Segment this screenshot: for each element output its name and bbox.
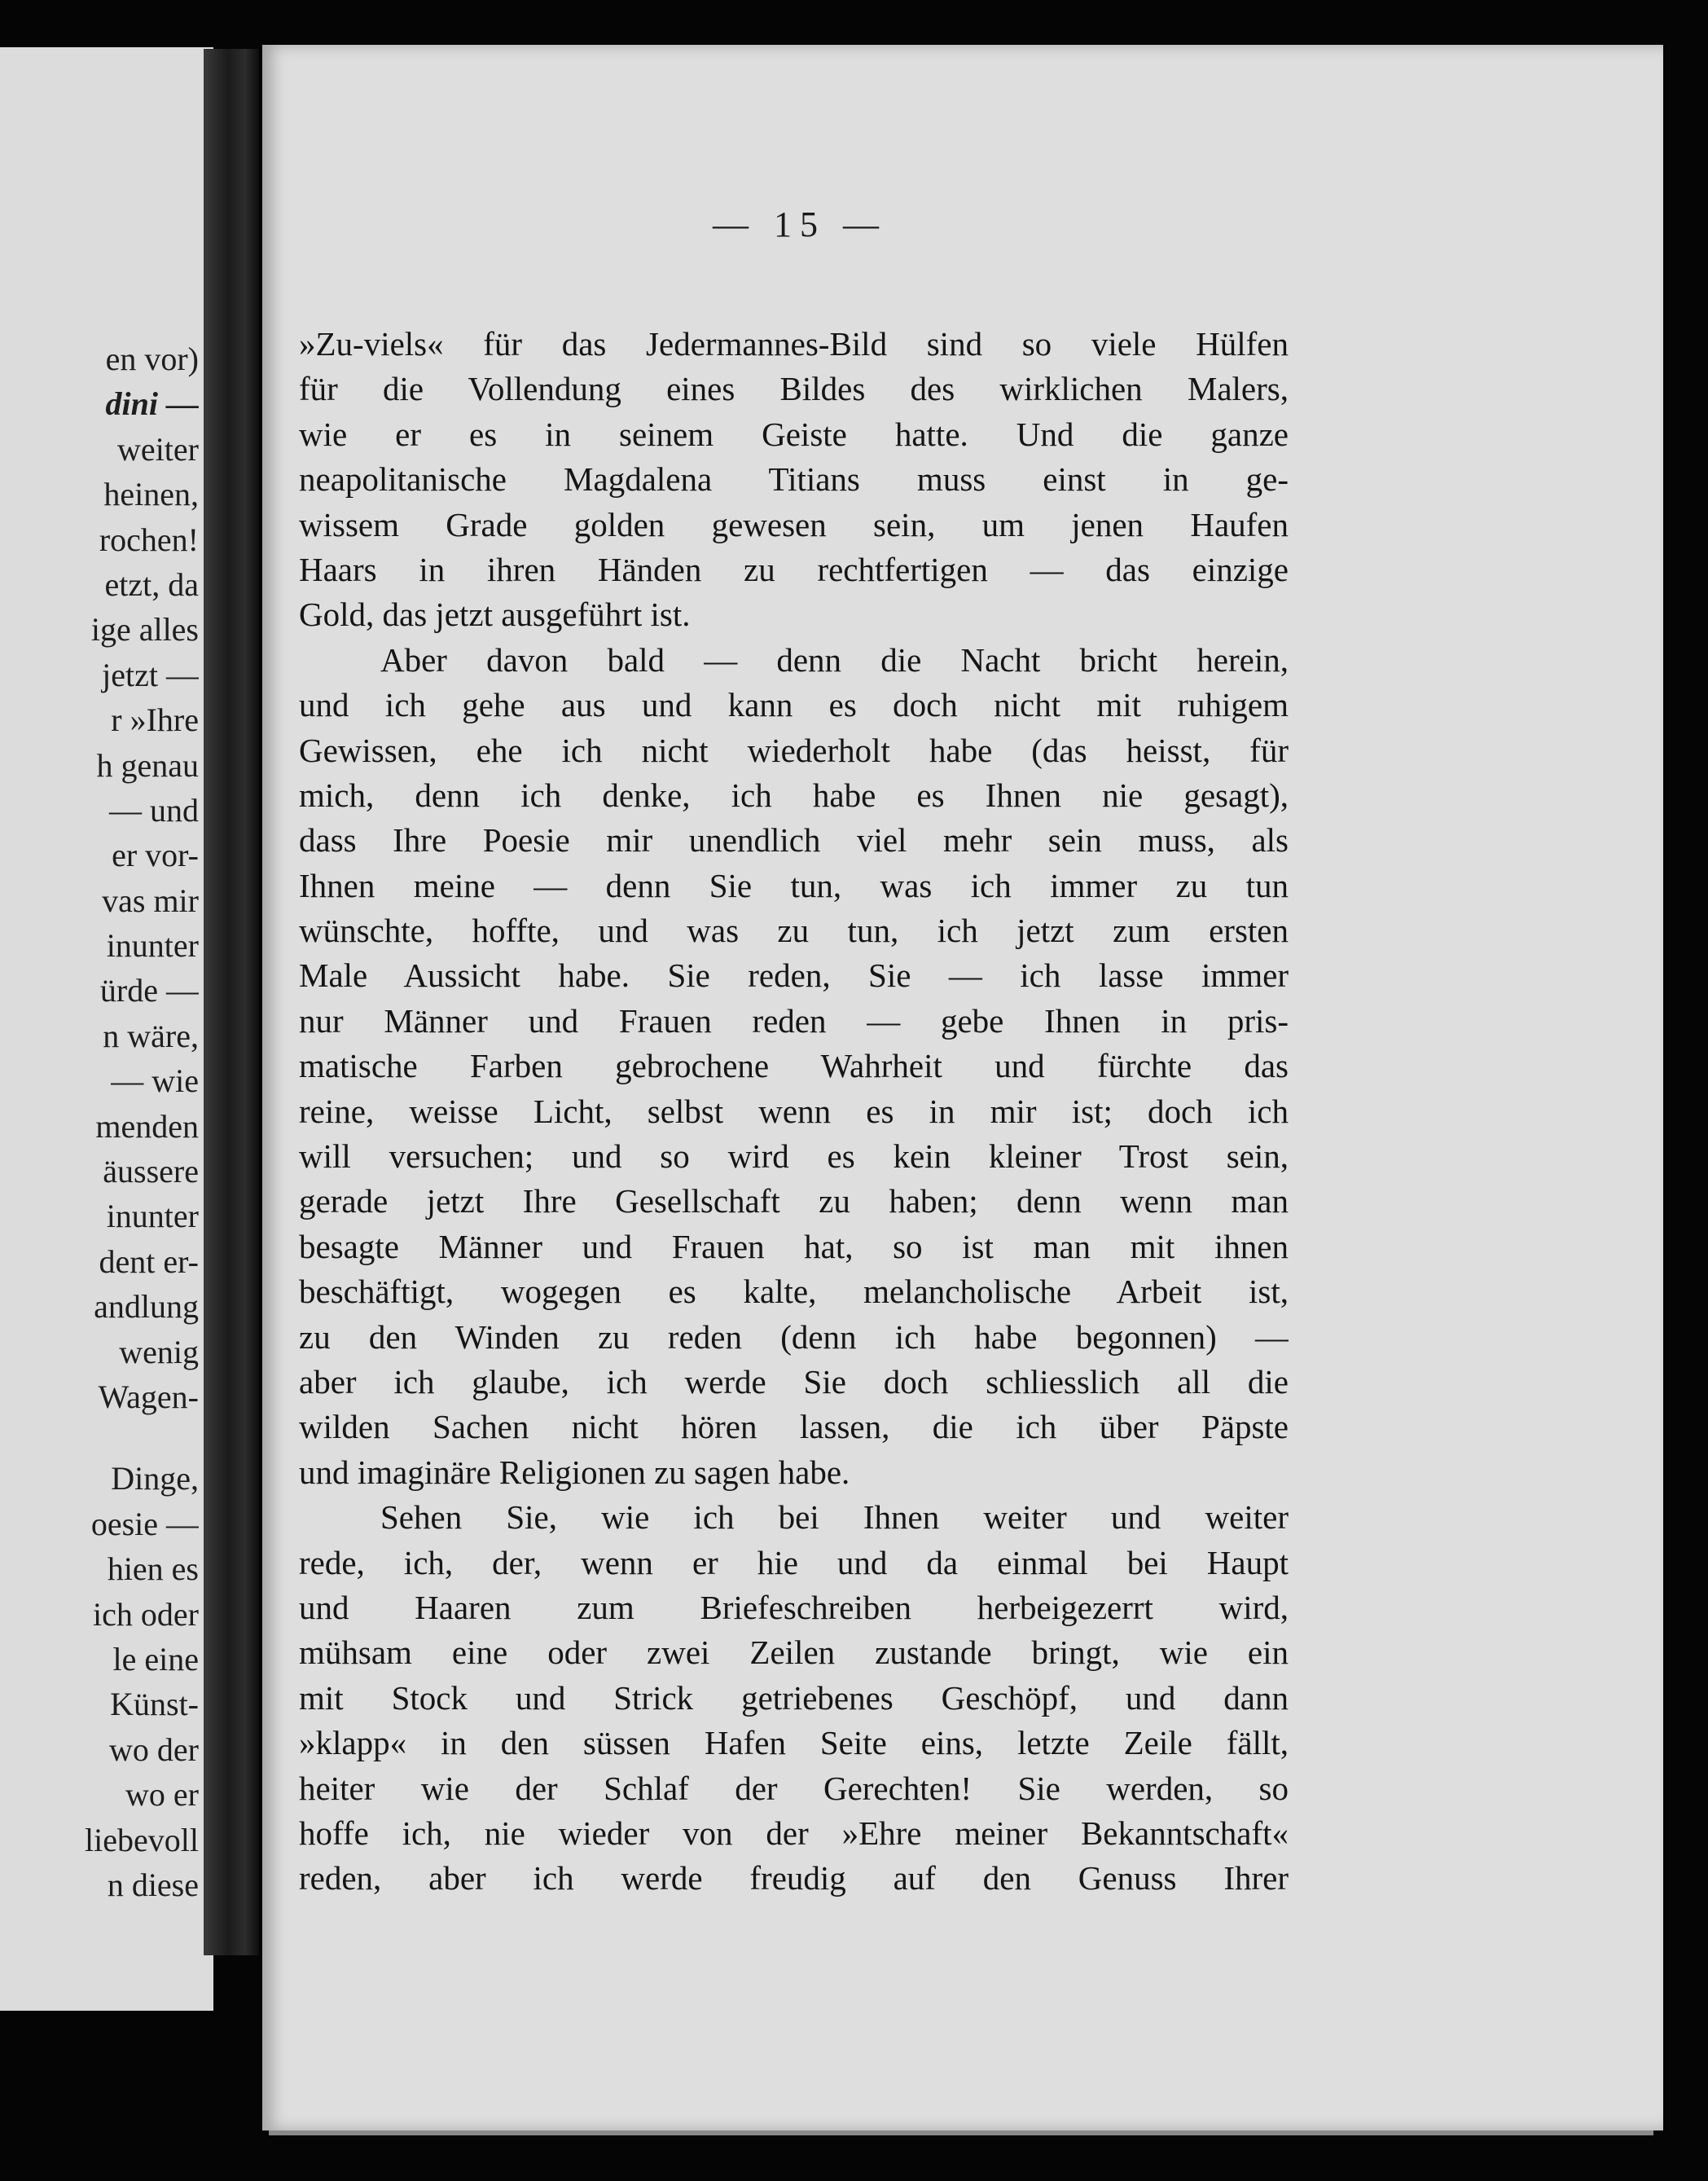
text-line: er vor- [112,837,199,874]
text-line: Künst- [110,1686,199,1723]
text-line: n wäre, [103,1017,199,1054]
text-line: mit Stock und Strick getriebenes Geschöpf, und dann [299,1678,1289,1717]
text-line: wo er [125,1776,199,1814]
text-line: ürde — [99,972,199,1009]
text-line: ige alles [90,611,199,649]
previous-page-fragment [0,47,213,2011]
text-line: mich, denn ich denke, ich habe es Ihnen nie gesagt), [299,776,1289,814]
text-line: Gold, das jetzt ausgeführt ist. [299,596,691,634]
text-line: Ihnen meine — denn Sie tun, was ich immer zu tun [299,866,1289,904]
text-line: beschäftigt, wogegen es kalte, melancholische Arbeit ist, [299,1273,1289,1311]
text-line: rochen! [99,521,199,558]
text-line: hien es [107,1550,199,1588]
text-line: Haars in ihren Händen zu rechtfertigen — das einzige [299,550,1289,588]
text-line: Gewissen, ehe ich nicht wiederholt habe (das heisst, für [299,731,1289,769]
text-line: jetzt — [102,656,199,693]
text-line: wenig [119,1333,199,1370]
text-line: Wagen- [98,1378,199,1415]
text-line: und ich gehe aus und kann es doch nicht mit ruhigem [299,686,1289,724]
text-line: äussere [103,1153,199,1190]
text-line: oesie — [90,1505,199,1542]
page-body-text [299,322,1289,1902]
text-line: dent er- [99,1242,199,1280]
text-line: »Zu-viels« für das Jedermannes-Bild sind so viele Hülfen [299,325,1289,363]
text-line: Dinge, [111,1460,199,1497]
previous-page-text [0,336,199,1907]
text-line: und imaginäre Religionen zu sagen habe. [299,1453,850,1491]
text-line: andlung [94,1288,199,1326]
text-line: hoffe ich, nie wieder von der »Ehre meiner Bekanntschaft« [299,1814,1289,1852]
text-line: heiter wie der Schlaf der Gerechten! Sie werden, so [299,1769,1289,1807]
text-line: Aber davon bald — denn die Nacht bricht herein, [380,640,1289,679]
text-line: r »Ihre [111,701,199,739]
text-line: wünschte, hoffte, und was zu tun, ich jetzt zum ersten [299,912,1289,950]
text-line: besagte Männer und Frauen hat, so ist man mit ihnen [299,1227,1289,1265]
text-line: etzt, da [104,565,199,603]
text-line: weiter [117,430,199,468]
text-line: reine, weisse Licht, selbst wenn es in mir ist; doch ich [299,1092,1289,1130]
text-line: aber ich glaube, ich werde Sie doch schliesslich all die [299,1362,1289,1401]
paragraph-gap [0,1419,199,1456]
text-line: dini — [105,385,199,423]
text-line: zu den Winden zu reden (denn ich habe begonnen) — [299,1317,1289,1356]
text-line: mühsam eine oder zwei Zeilen zustande bringt, wie ein [299,1634,1289,1672]
text-line: n diese [107,1866,199,1903]
text-line: inunter [106,927,199,965]
text-line: Male Aussicht habe. Sie reden, Sie — ich lasse immer [299,956,1289,995]
book-binding-gutter [204,49,259,1955]
book-page [262,45,1663,2130]
page-number: — 15 — [713,204,887,244]
text-line: wie er es in seinem Geiste hatte. Und die ganze [299,415,1289,453]
text-line: menden [95,1107,199,1145]
text-line: »klapp« in den süssen Hafen Seite eins, letzte Zeile fällt, [299,1724,1289,1762]
text-line: für die Vollendung eines Bildes des wirklichen Malers, [299,370,1289,408]
text-line: wo der [109,1730,199,1768]
text-line: wissem Grade golden gewesen sein, um jenen Haufen [299,505,1289,543]
text-line: inunter [106,1198,199,1235]
text-line: und Haaren zum Briefeschreiben herbeigezerrt wird, [299,1588,1289,1626]
text-line: Sehen Sie, wie ich bei Ihnen weiter und weiter [380,1498,1289,1537]
text-line: nur Männer und Frauen reden — gebe Ihnen in pris- [299,1001,1289,1040]
text-line: vas mir [102,882,199,919]
text-line: dass Ihre Poesie mir unendlich viel mehr sein muss, als [299,821,1289,860]
text-line: en vor) [105,341,199,377]
page-bottom-edge [269,2130,1653,2135]
text-line: wilden Sachen nicht hören lassen, die ich über Päpste [299,1408,1289,1446]
text-line: will versuchen; und so wird es kein kleiner Trost sein, [299,1137,1289,1176]
text-line: gerade jetzt Ihre Gesellschaft zu haben; denn wenn man [299,1182,1289,1220]
text-line: — und [109,791,199,829]
text-line: le eine [112,1640,199,1678]
text-line: rede, ich, der, wenn er hie und da einmal bei Haupt [299,1543,1289,1581]
text-line: — wie [111,1062,199,1100]
text-line: liebevoll [85,1821,199,1858]
text-line: ich oder [93,1595,199,1633]
text-line: matische Farben gebrochene Wahrheit und fürchte das [299,1047,1289,1085]
text-line: neapolitanische Magdalena Titians muss einst in ge- [299,460,1289,499]
text-line: heinen, [103,476,199,513]
text-line: reden, aber ich werde freudig auf den Genuss Ihrer [299,1859,1289,1897]
text-line: h genau [96,746,199,784]
